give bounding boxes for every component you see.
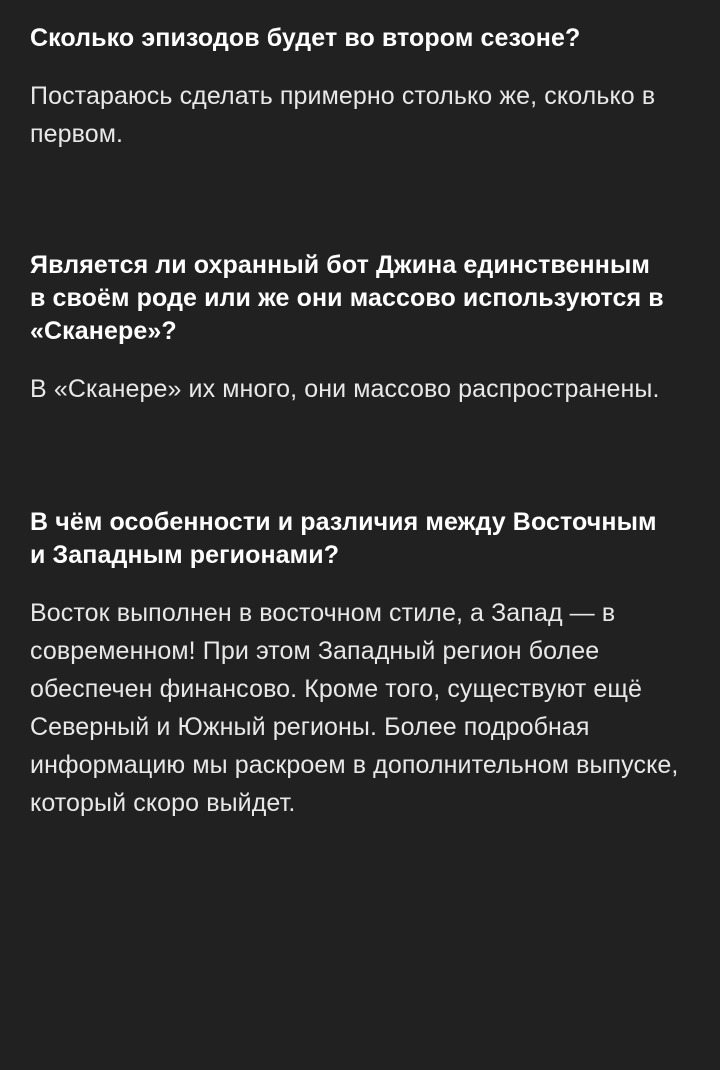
qa-block: [30, 22, 692, 153]
question-text: В чём особенности и различия между Восточным и Западным регионами?: [30, 508, 657, 569]
question-text: Является ли охранный бот Джина единственным в своём роде или же они массово используются в «Сканере»?: [30, 251, 664, 345]
answer-text: В «Сканере» их много, они массово распространены.: [30, 375, 660, 403]
qa-block: [30, 249, 692, 408]
answer-text: Постараюсь сделать примерно столько же, сколько в первом.: [30, 82, 656, 148]
qa-block: [30, 506, 692, 822]
answer-text: Восток выполнен в восточном стиле, а Запад — в современном! При этом Западный регион более обеспечен финансово. Кроме того, существуют ещё Северный и Южный регионы. Более подробная информацию мы раскроем в дополнительном выпуске, который скоро выйдет.: [30, 599, 679, 817]
question-text: Сколько эпизодов будет во втором сезоне?: [30, 24, 581, 52]
